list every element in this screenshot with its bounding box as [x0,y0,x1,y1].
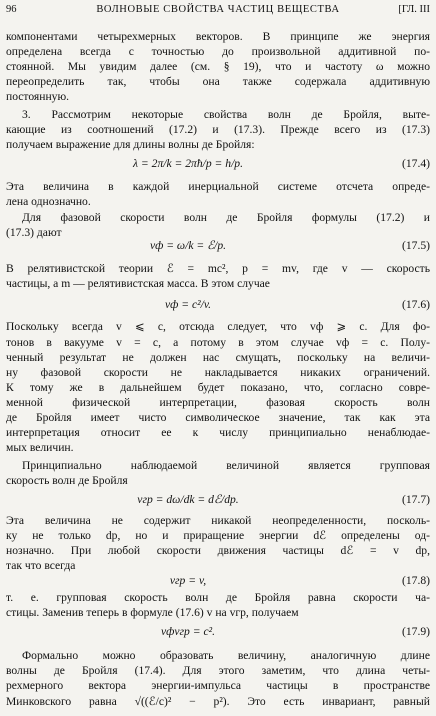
equation-formula: λ = 2π/k = 2πħ/p = h/p. [133,157,243,170]
text-line: мых величин. [6,441,74,454]
text-line: 3. Рассмотрим некоторые свойства волн де Бройля, выте- [22,108,430,121]
text-line: т. е. групповая скорость волн де Бройля равна скорости ча- [6,591,430,604]
text-line: нозначно. При любой скорости движения частицы dℰ = v dp, [6,544,430,557]
text-line: ченный результат не должен нас смущать, поскольку на величи- [6,351,430,364]
text-line: рехмерного вектора энергии-импульса частицы в пространстве [6,679,430,692]
text-line: постоянную. [6,90,70,103]
text-line: получаем выражение для длины волны де Бройля: [6,138,255,151]
page-number: 96 [6,4,17,15]
text-line: Минковского равна √((ℰ/c)² − p²). Это есть инвариант, равный [6,695,430,708]
equation-formula: vф = c²/v. [164,298,212,311]
text-line: ну фазовой скорости не накладывается никаких ограничений. [6,366,430,379]
text-line: так что всегда [6,559,76,572]
running-title: ВОЛНОВЫЕ СВОЙСТВА ЧАСТИЦ ВЕЩЕСТВА [96,4,340,15]
text-line: (17.3) дают [6,226,62,239]
text-line: стицы. Заменив теперь в формуле (17.6) v на vгр, получаем [6,606,299,619]
equation-formula: vгр = v, [169,574,207,587]
text-line: волны де Бройля (17.4). Для этого заметим, что длина четы- [6,664,430,677]
text-line: тонов в вакууме v = c, а потому в этом случае vф = c. Полу- [6,336,430,349]
text-line: переопределить так, чтобы она также содержала аддитивную [6,75,430,88]
text-line: лена однозначно. [6,195,91,208]
text-line: Формально можно образовать величину, аналогичную длине [22,649,430,662]
text-line: В релятивистской теории ℰ = mc², p = mv, где v — скорость [6,262,430,275]
equation-number: (17.8) [401,574,430,587]
equation-number: (17.9) [401,625,430,638]
equation-number: (17.7) [401,493,430,506]
text-line: де Бройля имеет чисто символическое значение, так как эта [6,411,430,424]
text-line: Эта величина в каждой инерциальной системе отсчета опреде- [6,180,430,193]
text-line: Принципиально наблюдаемой величиной является групповая [22,459,430,472]
text-line: интерпретация относит ее к числу принципиально ненаблюдае- [6,426,430,439]
text-line: Поскольку всегда v ⩽ c, отсюда следует, что vф ⩾ c. Для фо- [6,320,430,333]
text-line: кающие из соотношений (17.2) и (17.3). Прежде всего из (17.3) [6,123,430,136]
text-line: скорость волн де Бройля [6,474,128,487]
text-line: ку не только dp, но и приращение энергии dℰ определены од- [6,529,430,542]
text-line: стоянной. Мы увидим далее (см. § 19), что и частоту ω можно [6,60,430,73]
equation-number: (17.5) [401,239,430,252]
page-header [6,4,430,20]
equation-formula: vфvгр = c². [161,625,215,638]
text-line: частицы, а m — релятивистская масса. В этом случае [6,277,270,290]
text-line: компонентами четырехмерных векторов. В принципе же энергия [6,30,430,43]
text-line: Эта величина не содержит никакой неопределенности, посколь- [6,514,430,527]
equation-formula: vф = ω/k = ℰ/p. [149,239,227,252]
equation-number: (17.4) [401,157,430,170]
text-line: Для фазовой скорости волн де Бройля формулы (17.2) и [22,211,430,224]
equation-number: (17.6) [401,298,430,311]
equation-formula: vгр = dω/dk = dℰ/dp. [137,493,239,506]
text-line: определена всегда с точностью до произвольной аддитивной по- [6,45,430,58]
text-line: К тому же в дальнейшем будет показано, что, согласно совре- [6,381,430,394]
chapter-label: [ГЛ. III [398,4,430,15]
text-line: менной физической интерпретации, фазовая скорость волн [6,396,430,409]
